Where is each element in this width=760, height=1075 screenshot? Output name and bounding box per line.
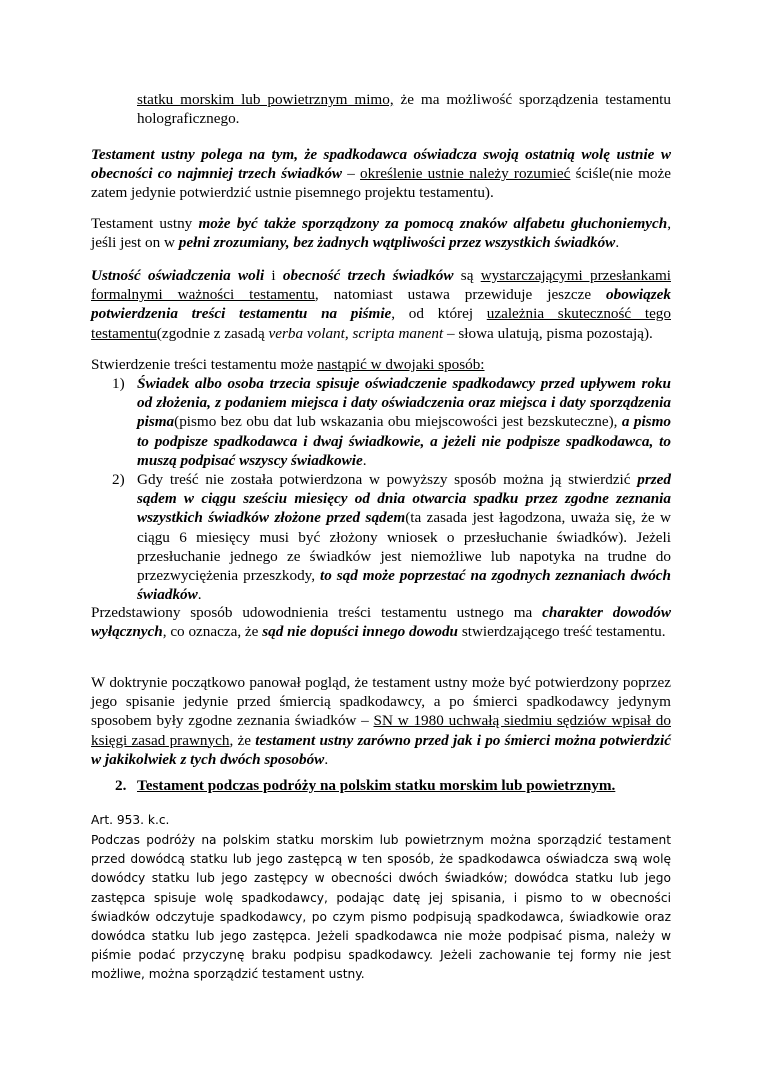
emphasis-text: pełni zrozumiany, bez żadnych wątpliwości przez wszystkich świadków [178,234,616,252]
list-item [91,470,671,604]
intro-underlined-text: statku morskim lub powietrznym mimo, [137,91,394,108]
article-label: Art. 953. k.c. [91,813,170,827]
emphasis-text: testament ustny zarówno przed jak i po śmierci można potwierdzić w jakikolwiek z tych dwóch sposobów [91,731,672,768]
underlined-text: uzależnia skuteczność tego testamentu [91,305,671,342]
section-title: Testament podczas podróży na polskim statku morskim lub powietrznym. [137,777,616,794]
body-text: . [197,586,202,604]
body-text: W doktrynie początkowo panował pogląd, że testament ustny może być potwierdzony poprzez jego spisanie jedynie przed śmiercią spadkodawcy, a po śmierci spadkodawcy jedynym sposobem były zgodne zeznania świadków – [91,674,671,730]
emphasis-text: Testament ustny polega na tym, że spadkodawca oświadcza swoją ostatnią wolę ustnie w obecności co najmniej trzech świadków [91,146,671,183]
underlined-text: określenie ustnie należy rozumieć [360,165,571,183]
emphasis-text: obowiązek potwierdzenia treści testamentu na piśmie [91,286,671,323]
formal-requirements-paragraph [91,266,671,343]
emphasis-text: obecność trzech świadków [282,267,454,284]
sign-language-paragraph [91,214,671,252]
body-text: , od której [391,305,487,323]
underlined-text: nastąpić w dwojaki sposób: [317,356,485,373]
emphasis-text: może być także sporządzony za pomocą znaków alfabetu głuchoniemych [198,215,668,232]
body-text: Stwierdzenie treści testamentu może [91,356,318,373]
latin-maxim: verba volant, scripta manent [268,324,444,342]
body-text: , co oznacza, że [162,623,263,641]
body-text: (ta zasada jest łagodzona, uważa się, że w ciągu 6 miesięcy musi być złożony wniosek o przesłuchanie świadków). Jeżeli przesłuchanie jednego ze świadków jest niemożliwe lub napotyka na trudne do przezwyciężenia przeszkody, [137,509,672,585]
doctrine-paragraph [91,673,671,769]
body-text: – słowa ulatują, pisma pozostają). [443,324,653,342]
body-text: i [264,267,283,284]
oral-testament-definition-paragraph [91,145,671,203]
body-text: . [362,451,367,469]
body-text: – [342,165,361,183]
underlined-text: wystarczającymi przesłankami formalnymi ważności testamentu [91,267,671,304]
body-text: stwierdzającego treść testamentu. [458,623,666,641]
body-text: ściśle(nie może zatem jedynie potwierdzić ustnie pisemnego projektu testamentu). [91,165,671,202]
methods-list [91,374,671,604]
body-text: . [615,234,620,252]
emphasis-text: to sąd może poprzestać na zgodnych zeznaniach dwóch świadków [137,567,671,604]
body-text: (zgodnie z zasadą [156,324,269,342]
body-text: . [324,750,329,768]
body-text: Przedstawiony sposób udowodnienia treści testamentu ustnego ma [91,604,543,621]
body-text: Testament ustny [91,215,199,232]
emphasis-text: charakter dowodów wyłącznych [91,604,671,641]
emphasis-text: sąd nie dopuści innego dowodu [262,623,459,641]
emphasis-text: przed sądem w ciągu sześciu miesięcy od dnia otwarcia spadku przez zgodne zeznania wszystkich świadków złożone przed sądem [137,471,671,527]
intro-paragraph [137,90,671,128]
body-text: Gdy treść nie została potwierdzona w powyższy sposób można ją stwierdzić [137,471,638,489]
intro-text: że ma możliwość sporządzenia testamentu holograficznego. [137,91,671,128]
emphasis-text: Ustność oświadczenia woli [91,267,265,284]
body-text: , że [229,731,256,749]
article-text: Podczas podróży na polskim statku morskim lub powietrznym można sporządzić testament przed dowódcą statku lub jego zastępcą w ten sposób, że spadkodawca oświadcza swą wolę dowódcy statku lub jego zastępcy w obecności dwóch świadków; dowódca statku lub jego zastępca spisuje wolę spadkodawcy, podając datę jej spisania, i pismo to w obecności świadków odczytuje spadkodawcy, po czym pismo podpisują spadkodawca, świadkowie oraz dowódca statku lub jego zastępca. Jeżeli spadkodawca nie może podpisać pisma, należy w piśmie podać przyczynę braku podpisu spadkodawcy. Jeżeli zachowanie tej formy nie jest możliwe, można sporządzić testament ustny. [91,833,671,982]
methods-intro-paragraph [91,355,671,374]
list-number: 1) [112,375,125,392]
list-number: 2) [112,471,125,489]
section-heading [115,777,675,795]
exclusive-evidence-paragraph [91,603,671,641]
emphasis-text: a pismo to podpisze spadkodawca i dwaj świadkowie, a jeżeli nie podpisze spadkodawca, to muszą podpisać wszyscy świadkowie [137,413,671,469]
body-text: (pismo bez obu dat lub wskazania obu miejscowości jest bezskuteczne), [174,413,622,431]
underlined-text: SN w 1980 uchwałą siedmiu sędziów wpisał do księgi zasad prawnych [91,712,671,749]
list-item [91,374,671,470]
section-number: 2. [115,777,127,794]
body-text: , natomiast ustawa przewiduje jeszcze [314,286,607,304]
body-text: są [453,267,481,284]
emphasis-text: Świadek albo osoba trzecia spisuje oświadczenie spadkodawcy przed upływem roku od złożenia, z podaniem miejsca i daty oświadczenia oraz miejsca i daty sporządzenia pisma [137,375,671,431]
body-text: , jeśli jest on w [91,215,672,252]
